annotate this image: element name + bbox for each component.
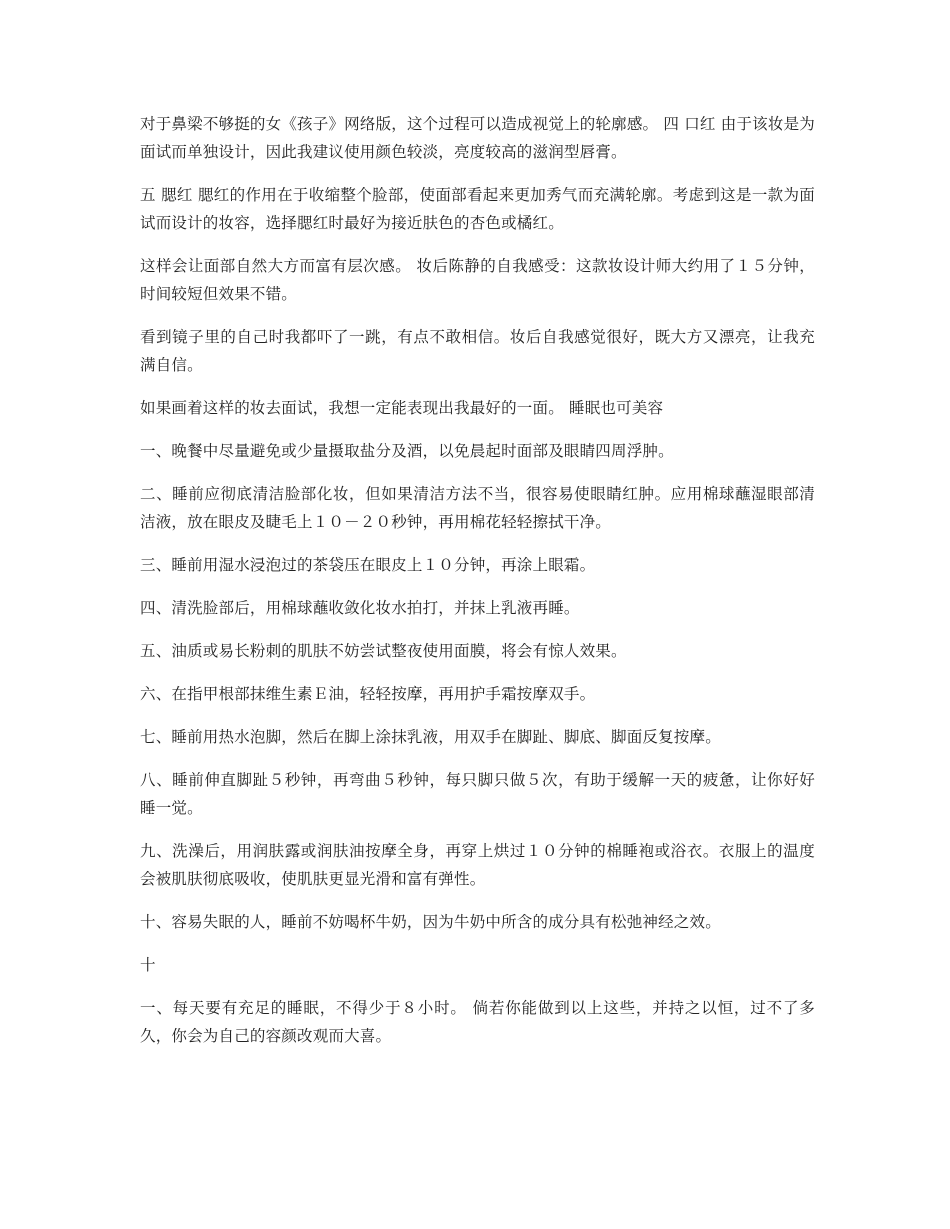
paragraph: 九、洗澡后，用润肤露或润肤油按摩全身，再穿上烘过１０分钟的棉睡袍或浴衣。衣服上的温度会被肌肤彻底吸收，使肌肤更显光滑和富有弹性。 (140, 842, 815, 888)
paragraph: 四、清洗脸部后，用棉球蘸收敛化妆水拍打，并抹上乳液再睡。 (140, 599, 580, 617)
paragraph: 八、睡前伸直脚趾５秒钟，再弯曲５秒钟，每只脚只做５次，有助于缓解一天的疲惫，让你好好睡一觉。 (140, 771, 815, 817)
document-page (140, 110, 815, 1065)
paragraph: 二、睡前应彻底清洁脸部化妆，但如果清洁方法不当，很容易使眼睛红肿。应用棉球蘸湿眼部清洁液，放在眼皮及睫毛上１０－２０秒钟，再用棉花轻轻擦拭干净。 (140, 485, 815, 531)
paragraph: 对于鼻梁不够挺的女《孩子》网络版，这个过程可以造成视觉上的轮廓感。 四 口红 由于该妆是为面试而单独设计，因此我建议使用颜色较淡，亮度较高的滋润型唇膏。 (140, 115, 815, 161)
paragraph: 如果画着这样的妆去面试，我想一定能表现出我最好的一面。 睡眠也可美容 (140, 399, 664, 417)
paragraph: 六、在指甲根部抹维生素Ｅ油，轻轻按摩，再用护手霜按摩双手。 (140, 685, 596, 703)
paragraph: 五 腮红 腮红的作用在于收缩整个脸部，使面部看起来更加秀气而充满轮廓。考虑到这是一款为面试而设计的妆容，选择腮红时最好为接近肤色的杏色或橘红。 (140, 186, 815, 232)
paragraph: 十 (140, 956, 156, 974)
paragraph: 五、油质或易长粉刺的肌肤不妨尝试整夜使用面膜，将会有惊人效果。 (140, 642, 627, 660)
paragraph: 三、睡前用湿水浸泡过的茶袋压在眼皮上１０分钟，再涂上眼霜。 (140, 556, 596, 574)
paragraph: 一、每天要有充足的睡眠，不得少于８小时。 倘若你能做到以上这些，并持之以恒，过不了多久，你会为自己的容颜改观而大喜。 (140, 999, 815, 1045)
paragraph: 一、晚餐中尽量避免或少量摄取盐分及酒，以免晨起时面部及眼睛四周浮肿。 (140, 442, 674, 460)
paragraph: 七、睡前用热水泡脚，然后在脚上涂抹乳液，用双手在脚趾、脚底、脚面反复按摩。 (140, 728, 721, 746)
paragraph: 这样会让面部自然大方而富有层次感。 妆后陈静的自我感受：这款妆设计师大约用了１５分钟，时间较短但效果不错。 (140, 257, 815, 303)
paragraph: 看到镜子里的自己时我都吓了一跳，有点不敢相信。妆后自我感觉很好，既大方又漂亮，让我充满自信。 (140, 328, 815, 374)
paragraph: 十、容易失眠的人，睡前不妨喝杯牛奶，因为牛奶中所含的成分具有松弛神经之效。 (140, 913, 721, 931)
